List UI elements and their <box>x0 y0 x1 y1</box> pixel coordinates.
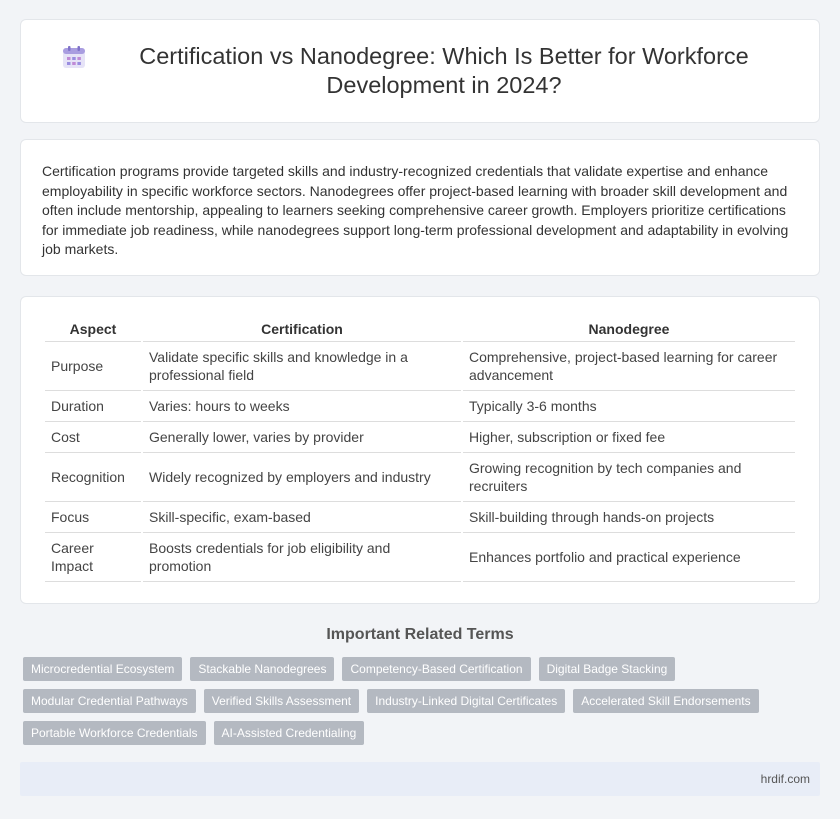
cell-certification: Widely recognized by employers and industry <box>143 453 461 502</box>
column-header-certification: Certification <box>143 317 461 342</box>
table-row <box>45 422 795 453</box>
table-row <box>45 342 795 391</box>
related-term-tag[interactable]: Stackable Nanodegrees <box>190 657 334 681</box>
cell-aspect: Duration <box>45 391 141 422</box>
related-term-tag[interactable]: Industry-Linked Digital Certificates <box>367 689 565 713</box>
cell-aspect: Career Impact <box>45 533 141 582</box>
table-row <box>45 453 795 502</box>
related-terms-title: Important Related Terms <box>326 626 514 643</box>
related-terms-list <box>20 657 820 753</box>
header-inner <box>61 42 779 100</box>
column-header-nanodegree: Nanodegree <box>463 317 795 342</box>
cell-nanodegree: Growing recognition by tech companies and recruiters <box>463 453 795 502</box>
cell-certification: Varies: hours to weeks <box>143 391 461 422</box>
cell-nanodegree: Higher, subscription or fixed fee <box>463 422 795 453</box>
intro-text: Certification programs provide targeted skills and industry-recognized credentials that validate expertise and enhance employability in specific workforce sectors. Nanodegrees offer project-based learning with broader skill development and often include mentorship, appealing to learners seeking comprehensive career growth. Employers prioritize certifications for immediate job readiness, while nanodegrees support long-term professional development and adaptability in evolving job markets. <box>42 163 789 258</box>
footer <box>20 762 820 796</box>
related-term-tag[interactable]: Competency-Based Certification <box>342 657 530 681</box>
intro-card <box>20 139 820 276</box>
cell-certification: Validate specific skills and knowledge in a professional field <box>143 342 461 391</box>
related-term-tag[interactable]: AI-Assisted Credentialing <box>214 721 365 745</box>
cell-nanodegree: Typically 3-6 months <box>463 391 795 422</box>
related-term-tag[interactable]: Modular Credential Pathways <box>23 689 196 713</box>
footer-site-link[interactable]: hrdif.com <box>760 772 810 786</box>
cell-certification: Generally lower, varies by provider <box>143 422 461 453</box>
calendar-icon <box>61 44 87 70</box>
table-row <box>45 533 795 582</box>
cell-aspect: Purpose <box>45 342 141 391</box>
cell-certification: Boosts credentials for job eligibility and promotion <box>143 533 461 582</box>
cell-nanodegree: Enhances portfolio and practical experience <box>463 533 795 582</box>
cell-nanodegree: Comprehensive, project-based learning for career advancement <box>463 342 795 391</box>
comparison-table-card <box>20 296 820 604</box>
table-row <box>45 502 795 533</box>
page-title: Certification vs Nanodegree: Which Is Better for Workforce Development in 2024? <box>139 43 749 98</box>
related-term-tag[interactable]: Digital Badge Stacking <box>539 657 676 681</box>
table-header-row <box>45 317 795 342</box>
cell-aspect: Focus <box>45 502 141 533</box>
related-term-tag[interactable]: Portable Workforce Credentials <box>23 721 206 745</box>
table-row <box>45 391 795 422</box>
related-term-tag[interactable]: Accelerated Skill Endorsements <box>573 689 758 713</box>
column-header-aspect: Aspect <box>45 317 141 342</box>
header-card <box>20 19 820 123</box>
related-term-tag[interactable]: Microcredential Ecosystem <box>23 657 182 681</box>
related-term-tag[interactable]: Verified Skills Assessment <box>204 689 359 713</box>
cell-nanodegree: Skill-building through hands-on projects <box>463 502 795 533</box>
cell-aspect: Recognition <box>45 453 141 502</box>
comparison-table <box>43 317 797 582</box>
cell-aspect: Cost <box>45 422 141 453</box>
cell-certification: Skill-specific, exam-based <box>143 502 461 533</box>
